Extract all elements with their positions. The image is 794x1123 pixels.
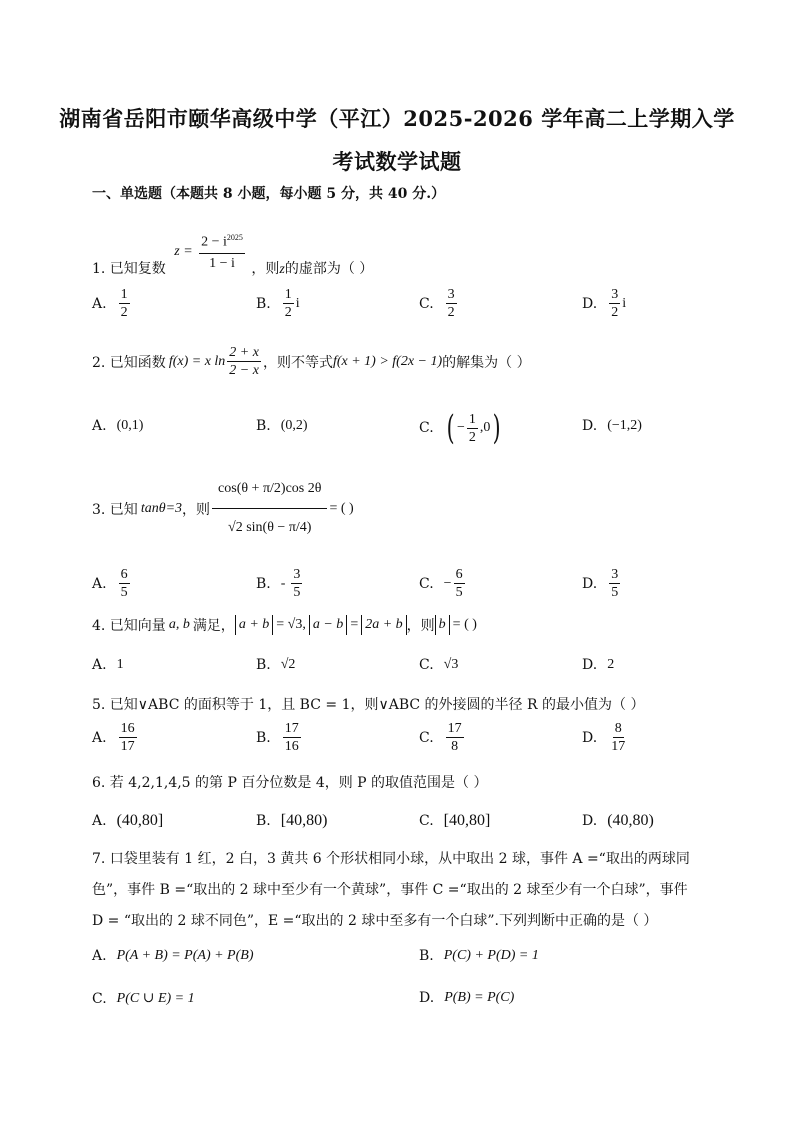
q4-abs1: a + b	[235, 615, 273, 635]
q1-b-den: 2	[284, 305, 292, 320]
q7-d-text: P(B) = P(C)	[444, 990, 515, 1005]
q1-option-c[interactable]	[419, 286, 459, 321]
q3-num: cos(θ + π/2)cos 2θ	[212, 470, 327, 509]
q2-b-text: (0,2)	[280, 418, 308, 433]
q1-d-suffix: i	[622, 295, 627, 311]
q2-num: 2 + x	[229, 345, 259, 360]
q2-a-text: (0,1)	[116, 418, 144, 433]
q2-c-den: 2	[468, 429, 476, 445]
q1-c-den: 2	[447, 305, 455, 320]
q7-option-b[interactable]	[419, 948, 539, 964]
q1-option-a[interactable]	[92, 286, 132, 321]
q4-a-text: 1	[116, 657, 124, 672]
q3-prefix: 3. 已知	[92, 501, 138, 518]
q2-inequality: f(x + 1) > f(2x − 1)	[332, 353, 443, 369]
q3-b-den: 5	[293, 585, 301, 600]
q4-d-text: 2	[607, 657, 615, 672]
q3-mid: ，则	[182, 501, 211, 518]
q5-option-d[interactable]	[582, 720, 629, 755]
q7-option-c[interactable]	[92, 990, 195, 1007]
q4-abs3: 2a + b	[361, 615, 406, 635]
option-label: D.	[582, 295, 598, 312]
option-label: C.	[419, 575, 434, 592]
q3-condition: tanθ=3	[140, 500, 183, 516]
q6-option-b[interactable]	[256, 812, 327, 830]
q4-prefix: 4. 已知向量	[92, 618, 166, 634]
q5-d-den: 17	[611, 739, 626, 754]
q1-a-den: 2	[120, 305, 128, 320]
option-label: C.	[92, 990, 107, 1007]
q5-b-num: 17	[284, 721, 299, 736]
option-label: C.	[419, 729, 434, 746]
q7-c-text: P(C ∪ E) = 1	[116, 991, 195, 1006]
q1-post: ，则	[251, 260, 280, 277]
q1-option-b[interactable]	[256, 286, 300, 321]
question-1	[92, 216, 374, 277]
q5-c-num: 17	[447, 721, 462, 736]
q1-a-num: 1	[120, 287, 128, 302]
q2-den: 2 − x	[229, 363, 259, 378]
q4-eq1: = √3,	[276, 617, 306, 632]
option-label: A.	[92, 295, 107, 312]
option-label: D.	[419, 990, 435, 1006]
option-label: D.	[582, 657, 598, 673]
q1-fraction	[199, 228, 245, 274]
q4-post: ，则	[406, 618, 435, 634]
q4-option-b[interactable]	[256, 657, 295, 673]
q7-option-d[interactable]	[419, 990, 514, 1006]
option-label: D.	[582, 729, 598, 746]
q2-prefix: 2. 已知函数	[92, 354, 166, 371]
q3-a-num: 6	[120, 567, 128, 582]
q3-option-b[interactable]	[256, 566, 304, 601]
option-label: B.	[419, 948, 434, 964]
q5-c-den: 8	[451, 739, 459, 754]
q4-eq2: =	[350, 617, 359, 632]
option-label: A.	[92, 813, 107, 829]
q1-prefix: 1. 已知复数	[92, 260, 166, 277]
q1-num: 2 − i	[201, 234, 227, 250]
option-label: A.	[92, 418, 107, 434]
q1-post2: 的虚部为（ ）	[284, 260, 374, 277]
q4-option-c[interactable]	[419, 657, 458, 673]
q1-d-den: 2	[611, 305, 619, 320]
q3-a-den: 5	[120, 585, 128, 600]
q3-option-a[interactable]	[92, 566, 132, 601]
q3-d-num: 3	[611, 567, 619, 582]
option-label: D.	[582, 575, 598, 592]
q3-c-sign: −	[443, 575, 452, 591]
q4-vars: a, b	[168, 617, 190, 632]
question-5: 5. 已知∨ABC 的面积等于 1，且 BC = 1，则∨ABC 的外接圆的半径 R 的最小值为（ ）	[92, 697, 645, 713]
q2-d-text: (−1,2)	[607, 418, 642, 433]
q3-option-c[interactable]	[419, 566, 467, 601]
q4-post2: = ( )	[452, 617, 477, 632]
q7-a-text: P(A + B) = P(A) + P(B)	[116, 948, 254, 963]
q5-a-num: 16	[120, 721, 135, 736]
q1-option-d[interactable]	[582, 286, 626, 321]
q4-b-text: √2	[280, 657, 296, 672]
option-label: D.	[582, 813, 598, 829]
q3-b-sign: -	[280, 575, 286, 591]
q6-c-text: [40,80]	[443, 812, 491, 829]
question-7	[92, 844, 692, 937]
q3-c-num: 6	[455, 567, 463, 582]
q1-b-num: 1	[284, 287, 292, 302]
q5-option-a[interactable]	[92, 720, 139, 755]
q4-option-a[interactable]	[92, 657, 124, 673]
q5-option-c[interactable]	[419, 720, 466, 755]
q6-option-d[interactable]	[582, 812, 654, 830]
question-2	[92, 344, 531, 379]
option-label: C.	[419, 657, 434, 673]
q3-option-d[interactable]	[582, 566, 622, 601]
q3-b-num: 3	[293, 567, 301, 582]
q2-option-b[interactable]	[256, 418, 308, 434]
exam-title-line1: 湖南省岳阳市颐华高级中学（平江）2025-2026 学年高二上学期入学	[59, 106, 735, 131]
option-label: B.	[256, 575, 271, 592]
q6-d-text: (40,80)	[607, 812, 654, 829]
question-6: 6. 若 4,2,1,4,5 的第 P 百分位数是 4，则 P 的取值范围是（ ）	[92, 775, 488, 791]
option-label: B.	[256, 729, 271, 746]
q3-den: √2 sin(θ − π/4)	[228, 520, 312, 535]
section-heading: 一、单选题（本题共 8 小题，每小题 5 分，共 40 分.）	[92, 186, 446, 202]
option-label: B.	[256, 657, 271, 673]
option-label: A.	[92, 575, 107, 592]
q2-post: 的解集为（ ）	[442, 354, 531, 371]
option-label: A.	[92, 729, 107, 746]
q6-b-text: [40,80)	[280, 812, 328, 829]
q1-den: 1 − i	[209, 255, 235, 271]
q5-option-b[interactable]	[256, 720, 303, 755]
q6-option-a[interactable]	[92, 812, 163, 830]
q3-post: = ( )	[329, 500, 354, 516]
q4-mid: 满足，	[192, 618, 235, 634]
option-label: B.	[256, 813, 271, 829]
q1-c-num: 3	[447, 287, 455, 302]
q1-d-num: 3	[611, 287, 619, 302]
option-label: C.	[419, 420, 434, 436]
q1-var: z	[279, 261, 285, 277]
q7-line3: D = “取出的 2 球不同色”，E =“取出的 2 球中至多有一个白球”.下列判断中正确的是（ ）	[92, 913, 658, 929]
q7-line1: 7. 口袋里装有 1 红，2 白，3 黄共 6 个形状相同小球，从中取出 2 球，事件 A =“取出的两球同	[92, 851, 690, 867]
option-label: D.	[582, 418, 598, 434]
q1-num-exp: 2025	[226, 233, 243, 242]
option-label: A.	[92, 657, 107, 673]
option-label: C.	[419, 295, 434, 312]
exam-title-line2: 考试数学试题	[332, 149, 462, 174]
option-label: C.	[419, 813, 434, 829]
option-label: B.	[256, 295, 271, 312]
q2-c-num: 1	[468, 411, 476, 427]
q3-c-den: 5	[455, 585, 463, 600]
question-4	[92, 615, 477, 635]
option-label: A.	[92, 948, 107, 964]
q6-option-c[interactable]	[419, 812, 490, 830]
option-label: B.	[256, 418, 271, 434]
q1-z-lhs: z =	[174, 243, 193, 259]
q2-option-a[interactable]	[92, 418, 143, 434]
q4-ask: b	[435, 615, 450, 635]
q5-d-num: 8	[614, 721, 622, 736]
q5-b-den: 16	[284, 739, 299, 754]
q2-c-tail: ,0	[479, 420, 491, 435]
q4-option-d[interactable]	[582, 657, 614, 673]
q2-func: f(x) = x ln	[168, 353, 226, 369]
q6-a-text: (40,80]	[116, 812, 164, 829]
q7-option-a[interactable]	[92, 948, 254, 964]
q5-a-den: 17	[120, 739, 135, 754]
q4-abs2: a − b	[309, 615, 347, 635]
question-3	[92, 470, 354, 547]
q2-mid: ，则不等式	[262, 354, 333, 371]
q2-option-d[interactable]	[582, 418, 642, 434]
q2-option-c[interactable]: C. ( − $\frac{1}{2}$ ,0 )	[419, 408, 501, 448]
q7-line2: 色”，事件 B =“取出的 2 球中至少有一个黄球”，事件 C =“取出的 2 球至少有一个白球”，事件	[92, 882, 688, 898]
q4-c-text: √3	[443, 657, 459, 672]
q7-b-text: P(C) + P(D) = 1	[443, 948, 539, 963]
q1-b-suffix: i	[295, 295, 300, 311]
q3-d-den: 5	[611, 585, 619, 600]
